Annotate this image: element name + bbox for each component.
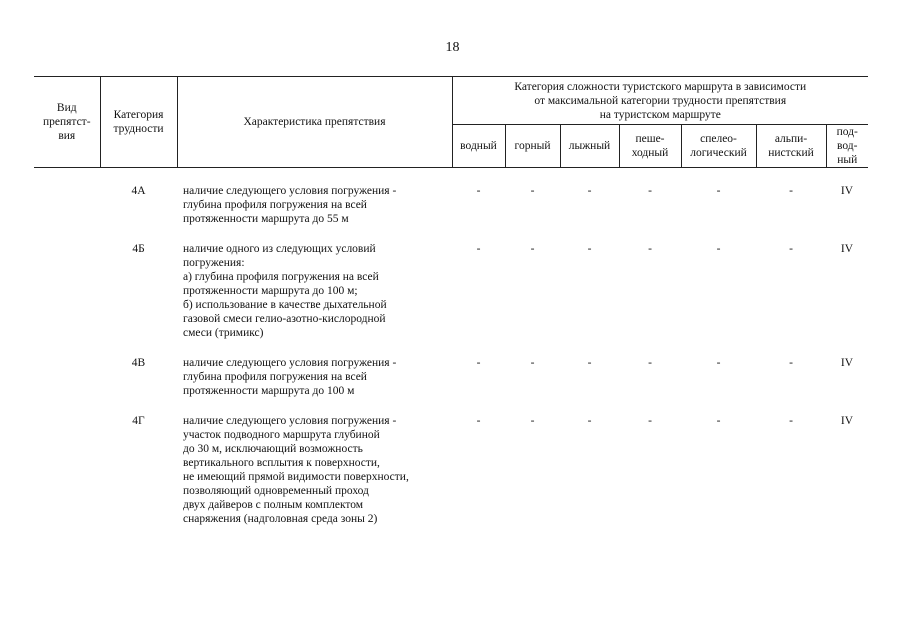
cell-hiking: - bbox=[648, 243, 652, 255]
cell-mountain: - bbox=[530, 243, 535, 255]
header-route-water: водный bbox=[452, 125, 505, 168]
cell-speleo: - bbox=[716, 185, 721, 197]
cell-water: - bbox=[476, 185, 481, 197]
header-difficulty-category: Категория трудности bbox=[100, 77, 177, 168]
cell-underwater: IV bbox=[840, 243, 854, 255]
cell-mountain: - bbox=[530, 415, 535, 427]
cell-mountain: - bbox=[530, 357, 535, 369]
header-route-alpine: альпи- нистский bbox=[756, 125, 826, 168]
row-category: 4В bbox=[131, 357, 146, 369]
page-number: 18 bbox=[445, 40, 460, 55]
cell-hiking: - bbox=[648, 357, 652, 369]
row-category: 4Б bbox=[132, 243, 145, 255]
cell-underwater: IV bbox=[840, 415, 854, 427]
cell-ski: - bbox=[587, 415, 592, 427]
cell-ski: - bbox=[587, 243, 592, 255]
cell-hiking: - bbox=[648, 185, 652, 197]
table-row bbox=[34, 184, 868, 226]
cell-underwater: IV bbox=[840, 357, 854, 369]
row-category: 4Г bbox=[132, 415, 145, 427]
cell-ski: - bbox=[587, 185, 592, 197]
cell-water: - bbox=[476, 357, 481, 369]
cell-underwater: IV bbox=[840, 185, 854, 197]
table-row bbox=[34, 242, 868, 340]
obstacles-table bbox=[34, 76, 868, 526]
header-route-speleo: спелео- логический bbox=[681, 125, 756, 168]
header-characteristic: Характеристика препятствия bbox=[177, 77, 452, 168]
header-route-category-group: Категория сложности туристского маршрута в зависимости от максимальной категории трудности препятствия на туристском маршруте bbox=[452, 77, 868, 125]
row-description: наличие следующего условия погружения - глубина профиля погружения на всей протяженности маршрута до 100 м bbox=[183, 357, 397, 397]
cell-alpine: - bbox=[789, 415, 793, 427]
cell-speleo: - bbox=[716, 415, 721, 427]
row-category: 4А bbox=[131, 185, 146, 197]
cell-alpine: - bbox=[789, 185, 793, 197]
cell-water: - bbox=[476, 243, 481, 255]
header-route-mountain: горный bbox=[505, 125, 560, 168]
header-route-hiking: пеше- ходный bbox=[619, 125, 681, 168]
cell-speleo: - bbox=[716, 243, 721, 255]
cell-water: - bbox=[476, 415, 481, 427]
table-row bbox=[34, 414, 868, 526]
header-route-ski: лыжный bbox=[560, 125, 619, 168]
header-obstacle-type: Вид препятст- вия bbox=[34, 77, 100, 168]
header-route-underwater: под- вод- ный bbox=[826, 125, 868, 168]
cell-mountain: - bbox=[530, 185, 535, 197]
row-description: наличие следующего условия погружения - глубина профиля погружения на всей протяженности маршрута до 55 м bbox=[183, 185, 397, 225]
cell-speleo: - bbox=[716, 357, 721, 369]
cell-hiking: - bbox=[648, 415, 652, 427]
row-description: наличие одного из следующих условий погружения: а) глубина профиля погружения на всей протяженности маршрута до 100 м; б) использование в качестве дыхательной газовой смеси гелио-азотно-кислородной смеси (тримикс) bbox=[183, 243, 387, 339]
cell-alpine: - bbox=[789, 243, 793, 255]
table-row bbox=[34, 356, 868, 398]
cell-alpine: - bbox=[789, 357, 793, 369]
cell-ski: - bbox=[587, 357, 592, 369]
row-description: наличие следующего условия погружения - участок подводного маршрута глубиной до 30 м, исключающий возможность вертикального всплытия к поверхности, не имеющий прямой видимости поверхности, позволяющий одновременный проход двух дайверов с полным комплектом снаряжения (надголовная среда зоны 2) bbox=[183, 415, 409, 525]
